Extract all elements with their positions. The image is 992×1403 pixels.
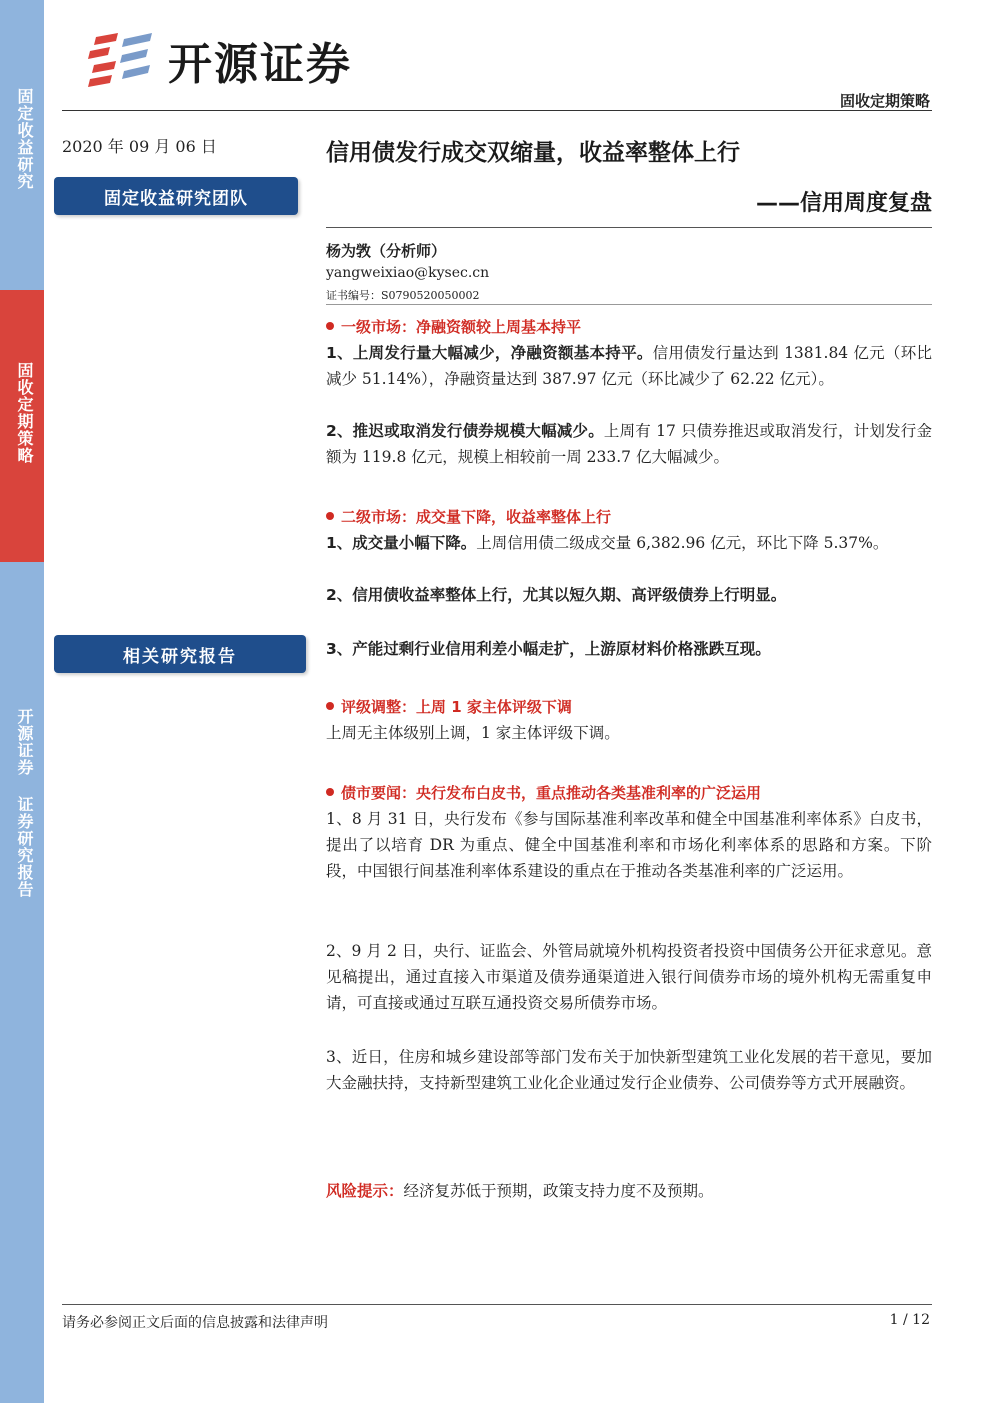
section-news xyxy=(326,780,932,884)
bullet-icon xyxy=(326,702,334,710)
bullet-icon xyxy=(326,512,334,520)
section-heading: 评级调整：上周 1 家主体评级下调 xyxy=(326,694,932,720)
company-logo xyxy=(88,30,352,90)
paragraph: 上周无主体级别上调，1 家主体评级下调。 xyxy=(326,724,620,742)
bullet-icon xyxy=(326,322,334,330)
report-subtitle: ——信用周度复盘 xyxy=(755,191,932,216)
logo-mark-icon xyxy=(88,31,154,89)
risk-text: 经济复苏低于预期，政策支持力度不及预期。 xyxy=(403,1182,714,1200)
report-title: 信用债发行成交双缩量，收益率整体上行 xyxy=(326,140,740,166)
paragraph: 1、8 月 31 日，央行发布《参与国际基准利率改革和健全中国基准利率体系》白皮书，提出了以培育 DR 为重点、健全中国基准利率和市场化利率体系的思路和方案。下阶段，中国银行间基准利率体系建设的重点在于推动各类基准利率的广泛运用。 xyxy=(326,810,932,880)
sidebar-label-fixed-income: 固定收益研究 xyxy=(15,88,34,190)
certificate-number: 证书编号：S0790520050002 xyxy=(326,289,480,302)
section-rating xyxy=(326,694,932,746)
secondary-paragraph-3: 3、产能过剩行业信用利差小幅走扩，上游原材料价格涨跌互现。 xyxy=(326,640,771,658)
team-label: 固定收益研究团队 xyxy=(54,177,298,215)
analyst-email[interactable]: yangweixiao@kysec.cn xyxy=(326,265,490,281)
paragraph: 1、上周发行量大幅减少，净融资额基本持平。信用债发行量达到 1381.84 亿元（环比减少 51.14%），净融资量达到 387.97 亿元（环比减少了 62.22 亿元）。 xyxy=(326,344,932,388)
section-secondary-market xyxy=(326,504,932,556)
page-number: 1 / 12 xyxy=(889,1312,930,1328)
news-paragraph-2: 2、9 月 2 日，央行、证监会、外管局就境外机构投资者投资中国债务公开征求意见。意见稿提出，通过直接入市渠道及债券通渠道进入银行间债券市场的境外机构无需重复申请，可直接或通过互联互通投资交易所债券市场。 xyxy=(326,942,932,1012)
header-divider xyxy=(62,110,932,111)
primary-paragraph-2: 2、推迟或取消发行债券规模大幅减少。上周有 17 只债券推迟或取消发行，计划发行金额为 119.8 亿元，规模上相较前一周 233.7 亿大幅减少。 xyxy=(326,422,932,466)
bullet-icon xyxy=(326,788,334,796)
section-primary-market xyxy=(326,314,932,392)
sidebar-label-report: 开源证券 证券研究报告 xyxy=(15,708,34,898)
left-sidebar xyxy=(0,0,44,1403)
related-reports-label: 相关研究报告 xyxy=(54,635,306,673)
title-divider xyxy=(326,227,932,228)
secondary-paragraph-2: 2、信用债收益率整体上行，尤其以短久期、高评级债券上行明显。 xyxy=(326,586,787,604)
section-heading: 一级市场：净融资额较上周基本持平 xyxy=(326,314,932,340)
report-date: 2020 年 09 月 06 日 xyxy=(62,137,217,156)
footer-divider xyxy=(62,1304,932,1305)
section-heading: 债市要闻：央行发布白皮书，重点推动各类基准利率的广泛运用 xyxy=(326,780,932,806)
paragraph: 1、成交量小幅下降。上周信用债二级成交量 6,382.96 亿元，环比下降 5.37%。 xyxy=(326,534,889,552)
risk-warning xyxy=(326,1178,932,1204)
logo-text: 开源证券 xyxy=(168,39,352,90)
section-heading: 二级市场：成交量下降，收益率整体上行 xyxy=(326,504,932,530)
analyst-divider xyxy=(326,304,932,305)
analyst-name: 杨为敩（分析师） xyxy=(326,242,447,260)
news-paragraph-3: 3、近日，住房和城乡建设部等部门发布关于加快新型建筑工业化发展的若干意见，要加大金融扶持，支持新型建筑工业化企业通过发行企业债券、公司债券等方式开展融资。 xyxy=(326,1048,932,1092)
risk-label: 风险提示： xyxy=(326,1182,404,1200)
footer-disclaimer: 请务必参阅正文后面的信息披露和法律声明 xyxy=(62,1315,328,1331)
sidebar-label-strategy: 固收定期策略 xyxy=(15,362,34,464)
report-type-tag: 固收定期策略 xyxy=(839,92,930,110)
